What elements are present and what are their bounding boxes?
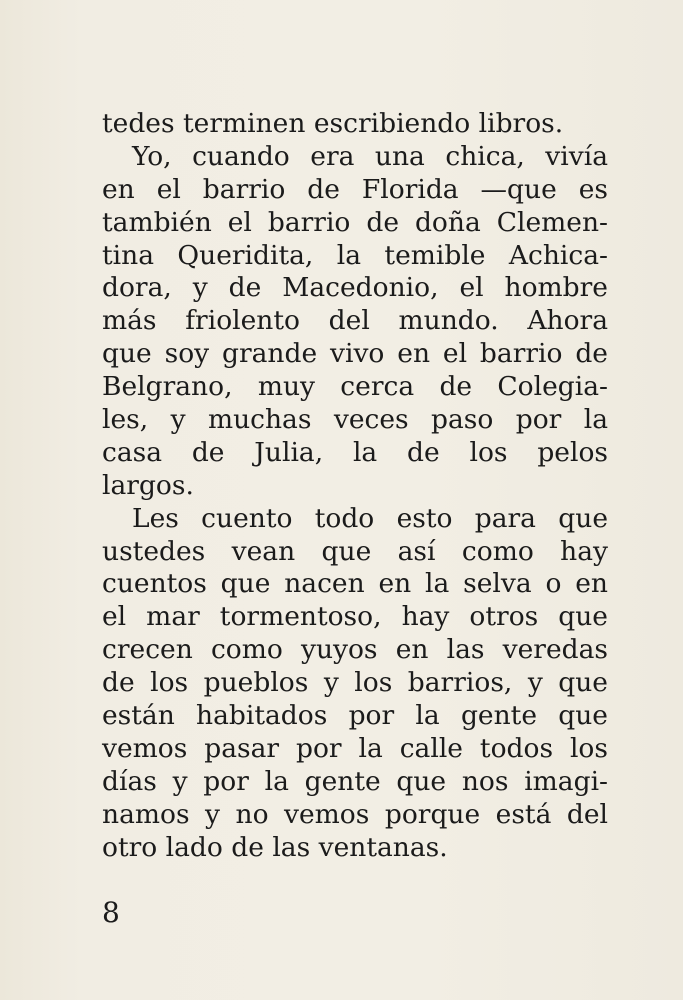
text-line: en el barrio de Florida —que es	[102, 173, 608, 205]
text-line: tina Queridita, la temible Achica-	[102, 239, 608, 271]
page-number: 8	[102, 896, 120, 929]
text-line: Yo, cuando era una chica, vivía	[132, 140, 608, 172]
text-line: casa de Julia, la de los pelos	[102, 436, 608, 468]
text-line: les, y muchas veces paso por la	[102, 404, 608, 436]
text-line: ustedes vean que así como hay	[102, 535, 608, 567]
text-line: cuentos que nacen en la selva o en	[102, 568, 608, 600]
text-line: largos.	[102, 469, 194, 501]
text-line: vemos pasar por la calle todos los	[102, 732, 608, 764]
text-line: dora, y de Macedonio, el hombre	[102, 272, 608, 304]
text-line: de los pueblos y los barrios, y que	[102, 667, 608, 699]
text-line: también el barrio de doña Clemen-	[102, 206, 608, 238]
text-line: Les cuento todo esto para que	[132, 502, 608, 534]
text-line: Belgrano, muy cerca de Colegia-	[102, 371, 608, 403]
text-line: que soy grande vivo en el barrio de	[102, 338, 608, 370]
text-line: el mar tormentoso, hay otros que	[102, 601, 608, 633]
text-line: están habitados por la gente que	[102, 700, 608, 732]
body-text	[102, 108, 608, 864]
text-line: más friolento del mundo. Ahora	[102, 305, 608, 337]
text-line: tedes terminen escribiendo libros.	[102, 108, 564, 139]
text-line: otro lado de las ventanas.	[102, 831, 448, 863]
text-line: días y por la gente que nos imagi-	[102, 765, 608, 797]
text-line: namos y no vemos porque está del	[102, 798, 608, 830]
text-line: crecen como yuyos en las veredas	[102, 634, 608, 666]
